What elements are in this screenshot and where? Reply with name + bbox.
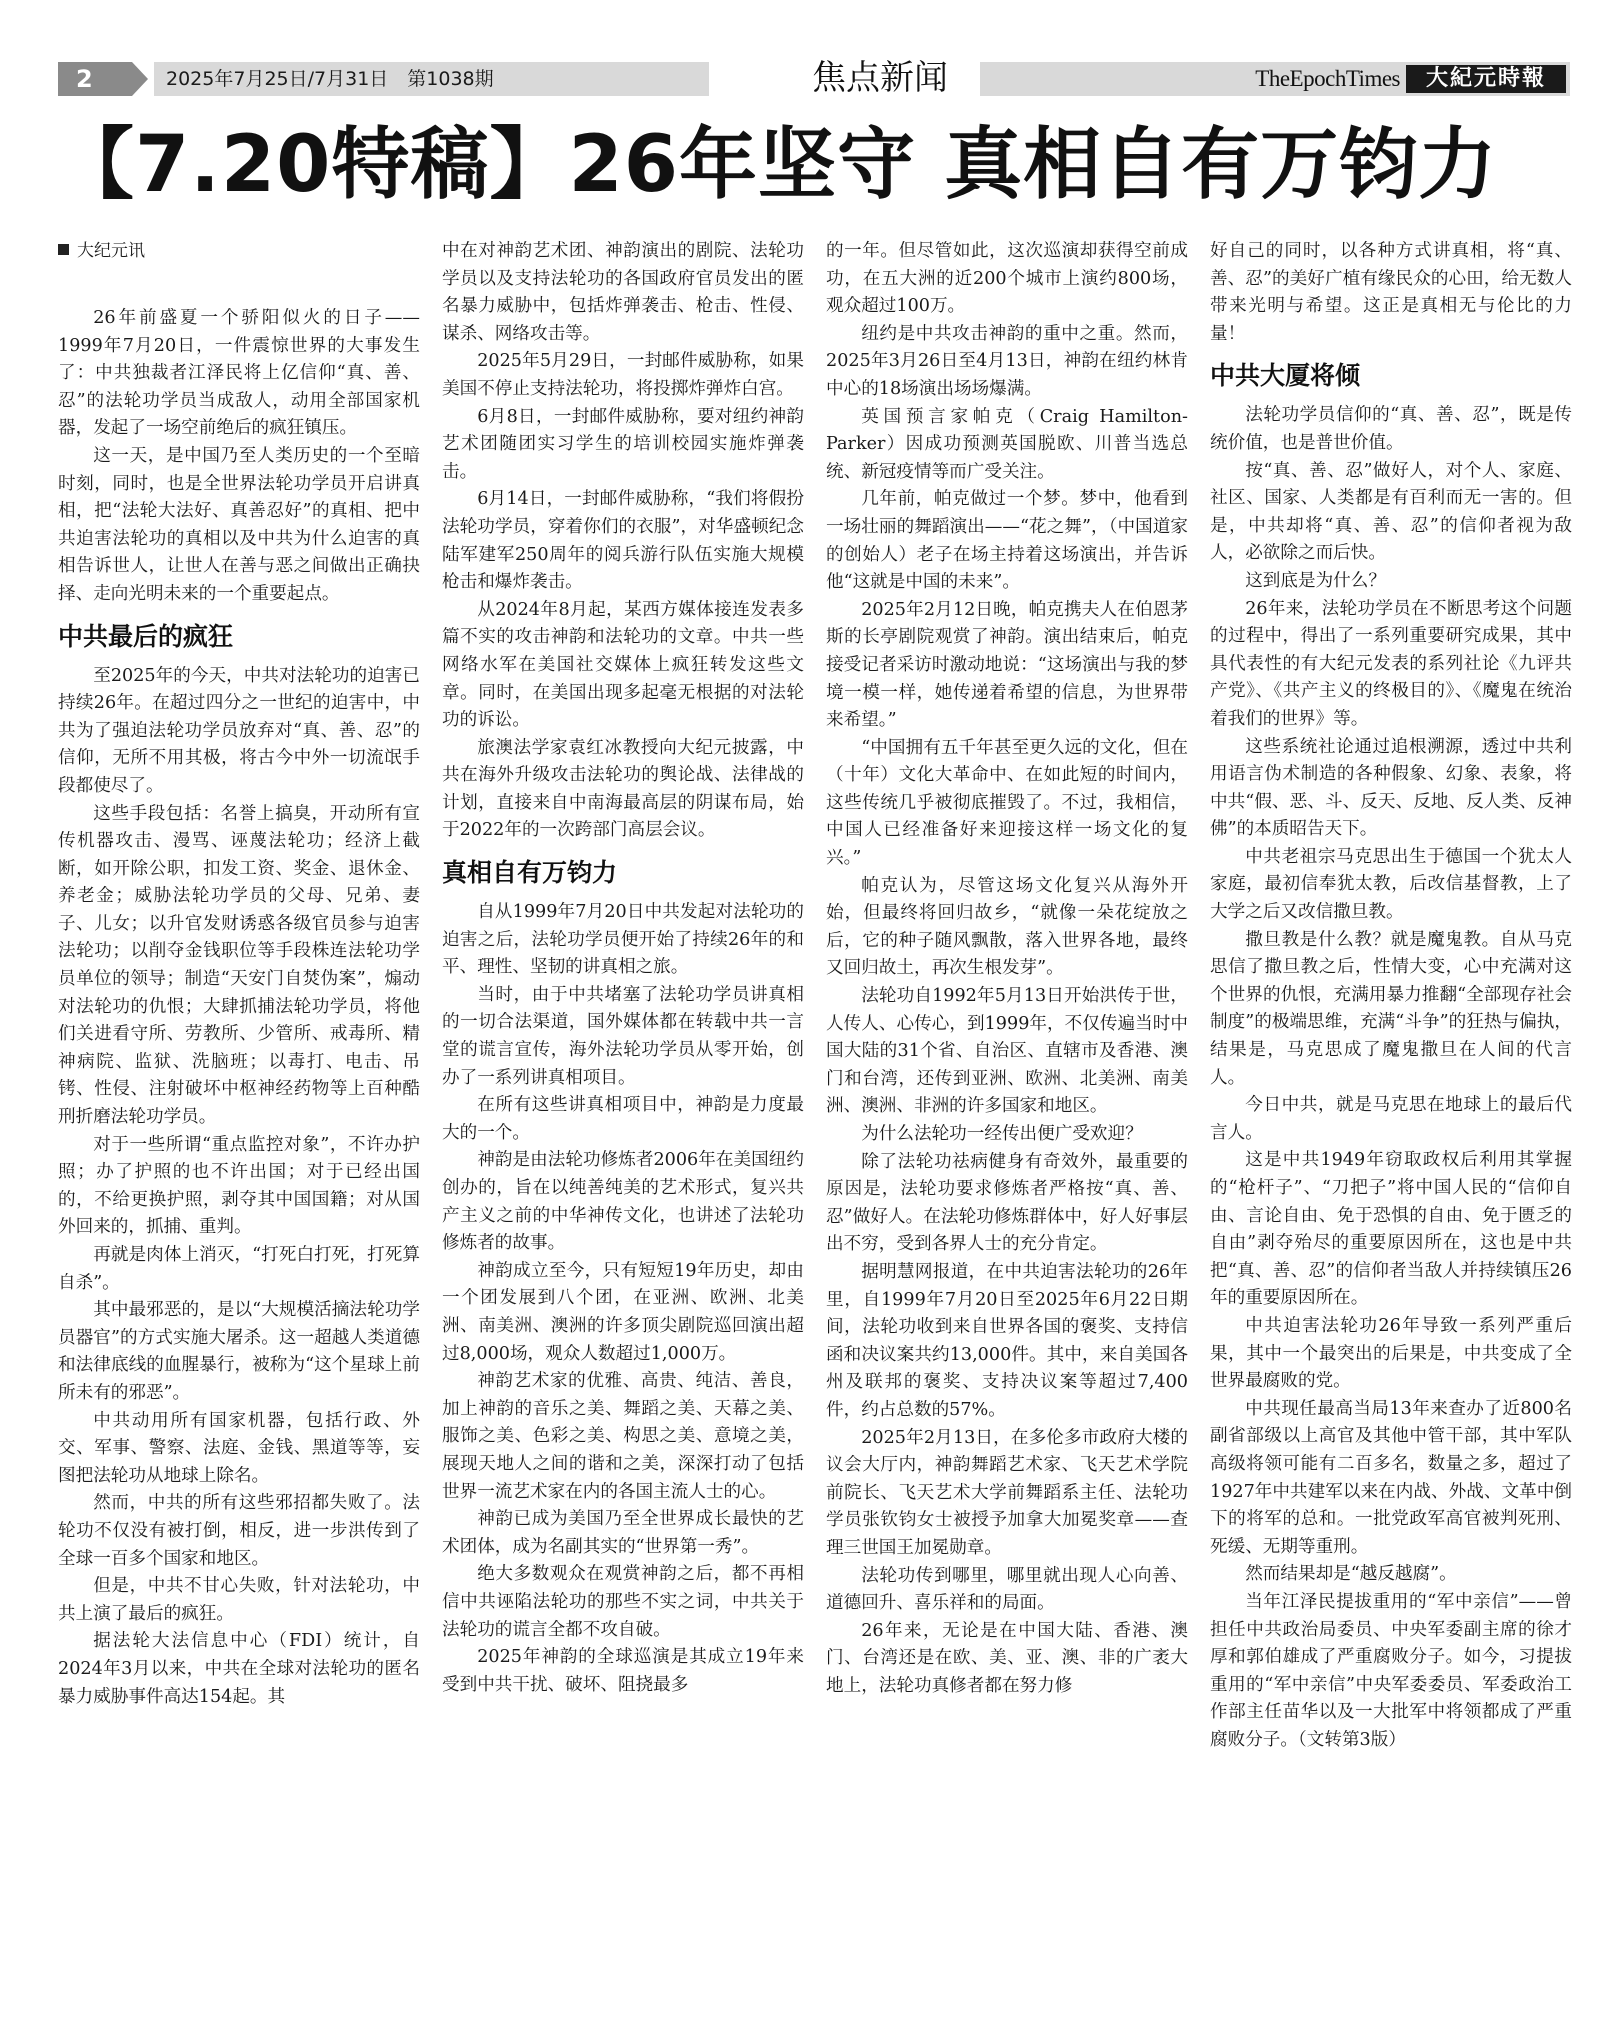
article-column-3 — [826, 238, 1188, 2008]
masthead-band — [980, 62, 1570, 96]
paragraph: 为什么法轮功一经传出便广受欢迎？ — [861, 1124, 1143, 1144]
paragraph: 2025年5月29日，一封邮件威胁称，如果美国不停止支持法轮功，将投掷炸弹炸白宫。 — [442, 351, 804, 399]
paragraph: 这是中共1949年窃取政权后利用其掌握的“枪杆子”、“刀把子”将中国人民的“信仰自由、言论自由、免于恐惧的自由、免于匮乏的自由”剥夺殆尽的重要原因所在，这也是中共把“真、善、忍”的信仰者当敌人并持续镇压26年的重要原因所在。 — [1210, 1150, 1572, 1309]
paragraph: 中共迫害法轮功26年导致一系列严重后果，其中一个最突出的后果是，中共变成了全世界最腐败的党。 — [1210, 1315, 1572, 1392]
paragraph: 中共老祖宗马克思出生于德国一个犹太人家庭，最初信奉犹太教，后改信基督教，上了大学之后又改信撒旦教。 — [1210, 846, 1572, 923]
paragraph: 法轮功学员信仰的“真、善、忍”，既是传统价值，也是普世价值。 — [1210, 405, 1572, 453]
masthead-english: TheEpochTimes — [1255, 66, 1400, 91]
article-headline: 【7.20特稿】26年坚守 真相自有万钧力 — [56, 120, 1498, 210]
masthead-chinese-logo: 大紀元時報 — [1406, 65, 1566, 93]
paragraph: 几年前，帕克做过一个梦。梦中，他看到一场壮丽的舞蹈演出——“花之舞”，（中国道家的创始人）老子在场主持着这场演出，并告诉他“这就是中国的未来”。 — [826, 489, 1188, 593]
paragraph: 然而，中共的所有这些邪招都失败了。法轮功不仅没有被打倒，相反，进一步洪传到了全球一百多个国家和地区。 — [58, 1493, 420, 1569]
paragraph: 神韵是由法轮功修炼者2006年在美国纽约创办的，旨在以纯善纯美的艺术形式，复兴共产主义之前的中华神传文化，也讲述了法轮功修炼者的故事。 — [442, 1150, 804, 1254]
paragraph: 中共现任最高当局13年来查办了近800名副省部级以上高官及其他中管干部，其中军队高级将领可能有二百多名，数量之多，超过了1927年中共建军以来在内战、外战、文革中倒下的将军的总和。一批党政军高官被判死刑、死缓、无期等重刑。 — [1210, 1398, 1572, 1557]
paragraph: 当年江泽民提拔重用的“军中亲信”——曾担任中共政治局委员、中央军委副主席的徐才厚和郭伯雄成了严重腐败分子。如今，习提拔重用的“军中亲信”中央军委委员、军委政治工作部主任苗华以及一大批军中将领都成了严重腐败分子。（文转第3版） — [1210, 1591, 1572, 1750]
article-column-2 — [442, 238, 804, 2008]
page-header — [58, 58, 1570, 98]
paragraph: 然而结果却是“越反越腐”。 — [1245, 1564, 1457, 1585]
paragraph: 6月14日，一封邮件威胁称，“我们将假扮法轮功学员，穿着你们的衣服”，对华盛顿纪念陆军建军250周年的阅兵游行队伍实施大规模枪击和爆炸袭击。 — [442, 489, 804, 593]
article-column-1 — [58, 238, 420, 2008]
paragraph: 这些系统社论通过追根溯源，透过中共利用语言伪术制造的各种假象、幻象、表象，将中共“假、恶、斗、反天、反地、反人类、反神佛”的本质昭告天下。 — [1210, 736, 1572, 840]
section-title: 焦点新闻 — [812, 58, 948, 98]
issue-date: 2025年7月25日/7月31日 第1038期 — [154, 62, 709, 96]
paragraph: 其中最邪恶的，是以“大规模活摘法轮功学员器官”的方式实施大屠杀。这一超越人类道德和法律底线的血腥暴行，被称为“这个星球上前所未有的邪恶”。 — [58, 1300, 420, 1403]
paragraph: 英国预言家帕克（Craig Hamilton-Parker）因成功预测英国脱欧、川普当选总统、新冠疫情等而广受关注。 — [826, 406, 1188, 482]
paragraph: 26年前盛夏一个骄阳似火的日子——1999年7月20日，一件震惊世界的大事发生了：中共独裁者江泽民将上亿信仰“真、善、忍”的法轮功学员当成敌人，动用全部国家机器，发起了一场空前绝后的疯狂镇压。 — [58, 308, 420, 439]
byline-text: 大纪元讯 — [77, 241, 145, 261]
paragraph: 帕克认为，尽管这场文化复兴从海外开始，但最终将回归故乡，“就像一朵花绽放之后，它的种子随风飘散，落入世界各地，最终又回归故土，再次生根发芽”。 — [826, 875, 1188, 979]
paragraph: 26年来，无论是在中国大陆、香港、澳门、台湾还是在欧、美、亚、澳、非的广袤大地上，法轮功真修者都在努力修 — [826, 1620, 1188, 1696]
paragraph: 撒旦教是什么教？就是魔鬼教。自从马克思信了撒旦教之后，性情大变，心中充满对这个世界的仇恨，充满用暴力推翻“全部现存社会制度”的极端思维，充满“斗争”的狂热与偏执，结果是，马克思成了魔鬼撒旦在人间的代言人。 — [1210, 929, 1572, 1088]
paragraph: 这些手段包括：名誉上搞臭，开动所有宣传机器攻击、漫骂、诬蔑法轮功；经济上截断，如开除公职，扣发工资、奖金、退休金、养老金；威胁法轮功学员的父母、兄弟、妻子、儿女；以升官发财诱惑各级官员参与迫害法轮功；以削夺金钱职位等手段株连法轮功学员单位的领导；制造“天安门自焚伪案”，煽动对法轮功的仇恨；大肆抓捕法轮功学员，将他们关进看守所、劳教所、少管所、戒毒所、精神病院、监狱、洗脑班；以毒打、电击、吊铐、性侵、注射破坏中枢神经药物等上百种酷刑折磨法轮功学员。 — [58, 803, 420, 1128]
subheading: 真相自有万钧力 — [442, 858, 618, 888]
paragraph: 绝大多数观众在观赏神韵之后，都不再相信中共诬陷法轮功的那些不实之词，中共关于法轮功的谎言全都不攻自破。 — [442, 1564, 804, 1640]
paragraph: 中共动用所有国家机器，包括行政、外交、军事、警察、法庭、金钱、黑道等等，妄图把法轮功从地球上除名。 — [58, 1410, 420, 1486]
paragraph: 至2025年的今天，中共对法轮功的迫害已持续26年。在超过四分之一世纪的迫害中，中共为了强迫法轮功学员放弃对“真、善、忍”的信仰，无所不用其极，将古今中外一切流氓手段都使尽了。 — [58, 665, 420, 796]
paragraph: 自从1999年7月20日中共发起对法轮功的迫害之后，法轮功学员便开始了持续26年的和平、理性、坚韧的讲真相之旅。 — [442, 902, 804, 978]
subheading: 中共大厦将倾 — [1210, 361, 1361, 391]
paragraph: 26年来，法轮功学员在不断思考这个问题的过程中，得出了一系列重要研究成果，其中具代表性的有大纪元发表的系列社论《九评共产党》、《共产主义的终极目的》、《魔鬼在统治着我们的世界》等。 — [1210, 598, 1572, 729]
paragraph: 但是，中共不甘心失败，针对法轮功，中共上演了最后的疯狂。 — [58, 1576, 420, 1624]
subheading: 中共最后的疯狂 — [58, 621, 234, 651]
paragraph: 法轮功传到哪里，哪里就出现人心向善、道德回升、喜乐祥和的局面。 — [826, 1565, 1188, 1614]
paragraph: 这到底是为什么？ — [1245, 570, 1386, 591]
paragraph: 按“真、善、忍”做好人，对个人、家庭、社区、国家、人类都是有百利而无一害的。但是，中共却将“真、善、忍”的信仰者视为敌人，必欲除之而后快。 — [1210, 460, 1572, 564]
page-number: 2 — [58, 62, 132, 96]
paragraph: 6月8日，一封邮件威胁称，要对纽约神韵艺术团随团实习学生的培训校园实施炸弹袭击。 — [442, 406, 804, 482]
paragraph: 好自己的同时，以各种方式讲真相，将“真、善、忍”的美好广植有缘民众的心田，给无数人带来光明与希望。这正是真相无与伦比的力量！ — [1210, 241, 1572, 344]
paragraph: 神韵已成为美国乃至全世界成长最快的艺术团体，成为名副其实的“世界第一秀”。 — [442, 1509, 804, 1557]
paragraph: 再就是肉体上消灭，“打死白打死，打死算自杀”。 — [58, 1245, 420, 1293]
byline — [58, 238, 420, 265]
page-number-arrow-icon — [132, 62, 148, 96]
paragraph: 今日中共，就是马克思在地球上的最后代言人。 — [1210, 1095, 1572, 1143]
article-column-4 — [1210, 238, 1572, 2008]
paragraph: “中国拥有五千年甚至更久远的文化，但在（十年）文化大革命中、在如此短的时间内，这些传统几乎被彻底摧毁了。不过，我相信，中国人已经准备好来迎接这样一场文化的复兴。” — [826, 737, 1188, 869]
paragraph: 2025年神韵的全球巡演是其成立19年来受到中共干扰、破坏、阻挠最多 — [442, 1647, 804, 1695]
paragraph: 2025年2月13日，在多伦多市政府大楼的议会大厅内，神韵舞蹈艺术家、飞天艺术学院前院长、飞天艺术大学前舞蹈系主任、法轮功学员张钦钧女士被授予加拿大加冕奖章——查理三世国王加冕勋章。 — [826, 1427, 1188, 1558]
paragraph: 在所有这些讲真相项目中，神韵是力度最大的一个。 — [442, 1095, 804, 1143]
paragraph: 对于一些所谓“重点监控对象”，不许办护照；办了护照的也不许出国；对于已经出国的，不给更换护照，剥夺其中国国籍；对从国外回来的，抓捕、重判。 — [58, 1134, 420, 1238]
paragraph: 这一天，是中国乃至人类历史的一个至暗时刻，同时，也是全世界法轮功学员开启讲真相，把“法轮大法好、真善忍好”的真相、把中共迫害法轮功的真相以及中共为什么迫害的真相告诉世人，让世人在善与恶之间做出正确抉择、走向光明未来的一个重要起点。 — [58, 445, 420, 604]
paragraph: 2025年2月12日晚，帕克携夫人在伯恩茅斯的长亭剧院观赏了神韵。演出结束后，帕克接受记者采访时激动地说：“这场演出与我的梦境一模一样，她传递着希望的信息，为世界带来希望。” — [826, 599, 1188, 731]
paragraph: 的一年。但尽管如此，这次巡演却获得空前成功，在五大洲的近200个城市上演约800场，观众超过100万。 — [826, 241, 1188, 317]
paragraph: 据明慧网报道，在中共迫害法轮功的26年里，自1999年7月20日至2025年6月22日期间，法轮功收到来自世界各国的褒奖、支持信函和决议案共约13,000件。其中，来自美国各州及联邦的褒奖、支持决议案等超过7,400件，约占总数的57%。 — [826, 1261, 1188, 1420]
paragraph: 除了法轮功祛病健身有奇效外，最重要的原因是，法轮功要求修炼者严格按“真、善、忍”做好人。在法轮功修炼群体中，好人好事层出不穷，受到各界人士的充分肯定。 — [826, 1151, 1188, 1255]
paragraph: 神韵成立至今，只有短短19年历史，却由一个团发展到八个团，在亚洲、欧洲、北美洲、南美洲、澳洲的许多顶尖剧院巡回演出超过8,000场，观众人数超过1,000万。 — [442, 1260, 804, 1364]
paragraph: 中在对神韵艺术团、神韵演出的剧院、法轮功学员以及支持法轮功的各国政府官员发出的匿名暴力威胁中，包括炸弹袭击、枪击、性侵、谋杀、网络攻击等。 — [442, 241, 804, 344]
paragraph: 从2024年8月起，某西方媒体接连发表多篇不实的攻击神韵和法轮功的文章。中共一些网络水军在美国社交媒体上疯狂转发这些文章。同时，在美国出现多起毫无根据的对法轮功的诉讼。 — [442, 599, 804, 731]
paragraph: 当时，由于中共堵塞了法轮功学员讲真相的一切合法渠道，国外媒体都在转载中共一言堂的谎言宣传，海外法轮功学员从零开始，创办了一系列讲真相项目。 — [442, 984, 804, 1088]
paragraph: 神韵艺术家的优雅、高贵、纯洁、善良，加上神韵的音乐之美、舞蹈之美、天幕之美、服饰之美、色彩之美、构思之美、意境之美，展现天地人之间的谐和之美，深深打动了包括世界一流艺术家在内的各国主流人士的心。 — [442, 1371, 804, 1502]
square-bullet-icon — [58, 244, 69, 255]
paragraph: 旅澳法学家袁红冰教授向大纪元披露，中共在海外升级攻击法轮功的舆论战、法律战的计划，直接来自中南海最高层的阴谋布局，始于2022年的一次跨部门高层会议。 — [442, 737, 804, 841]
paragraph: 纽约是中共攻击神韵的重中之重。然而，2025年3月26日至4月13日，神韵在纽约林肯中心的18场演出场场爆满。 — [826, 323, 1188, 399]
paragraph: 据法轮大法信息中心（FDI）统计，自2024年3月以来，中共在全球对法轮功的匿名暴力威胁事件高达154起。其 — [58, 1631, 420, 1707]
paragraph: 法轮功自1992年5月13日开始洪传于世，人传人、心传心，到1999年，不仅传遍当时中国大陆的31个省、自治区、直辖市及香港、澳门和台湾，还传到亚洲、欧洲、北美洲、南美洲、澳洲、非洲的许多国家和地区。 — [826, 986, 1188, 1117]
